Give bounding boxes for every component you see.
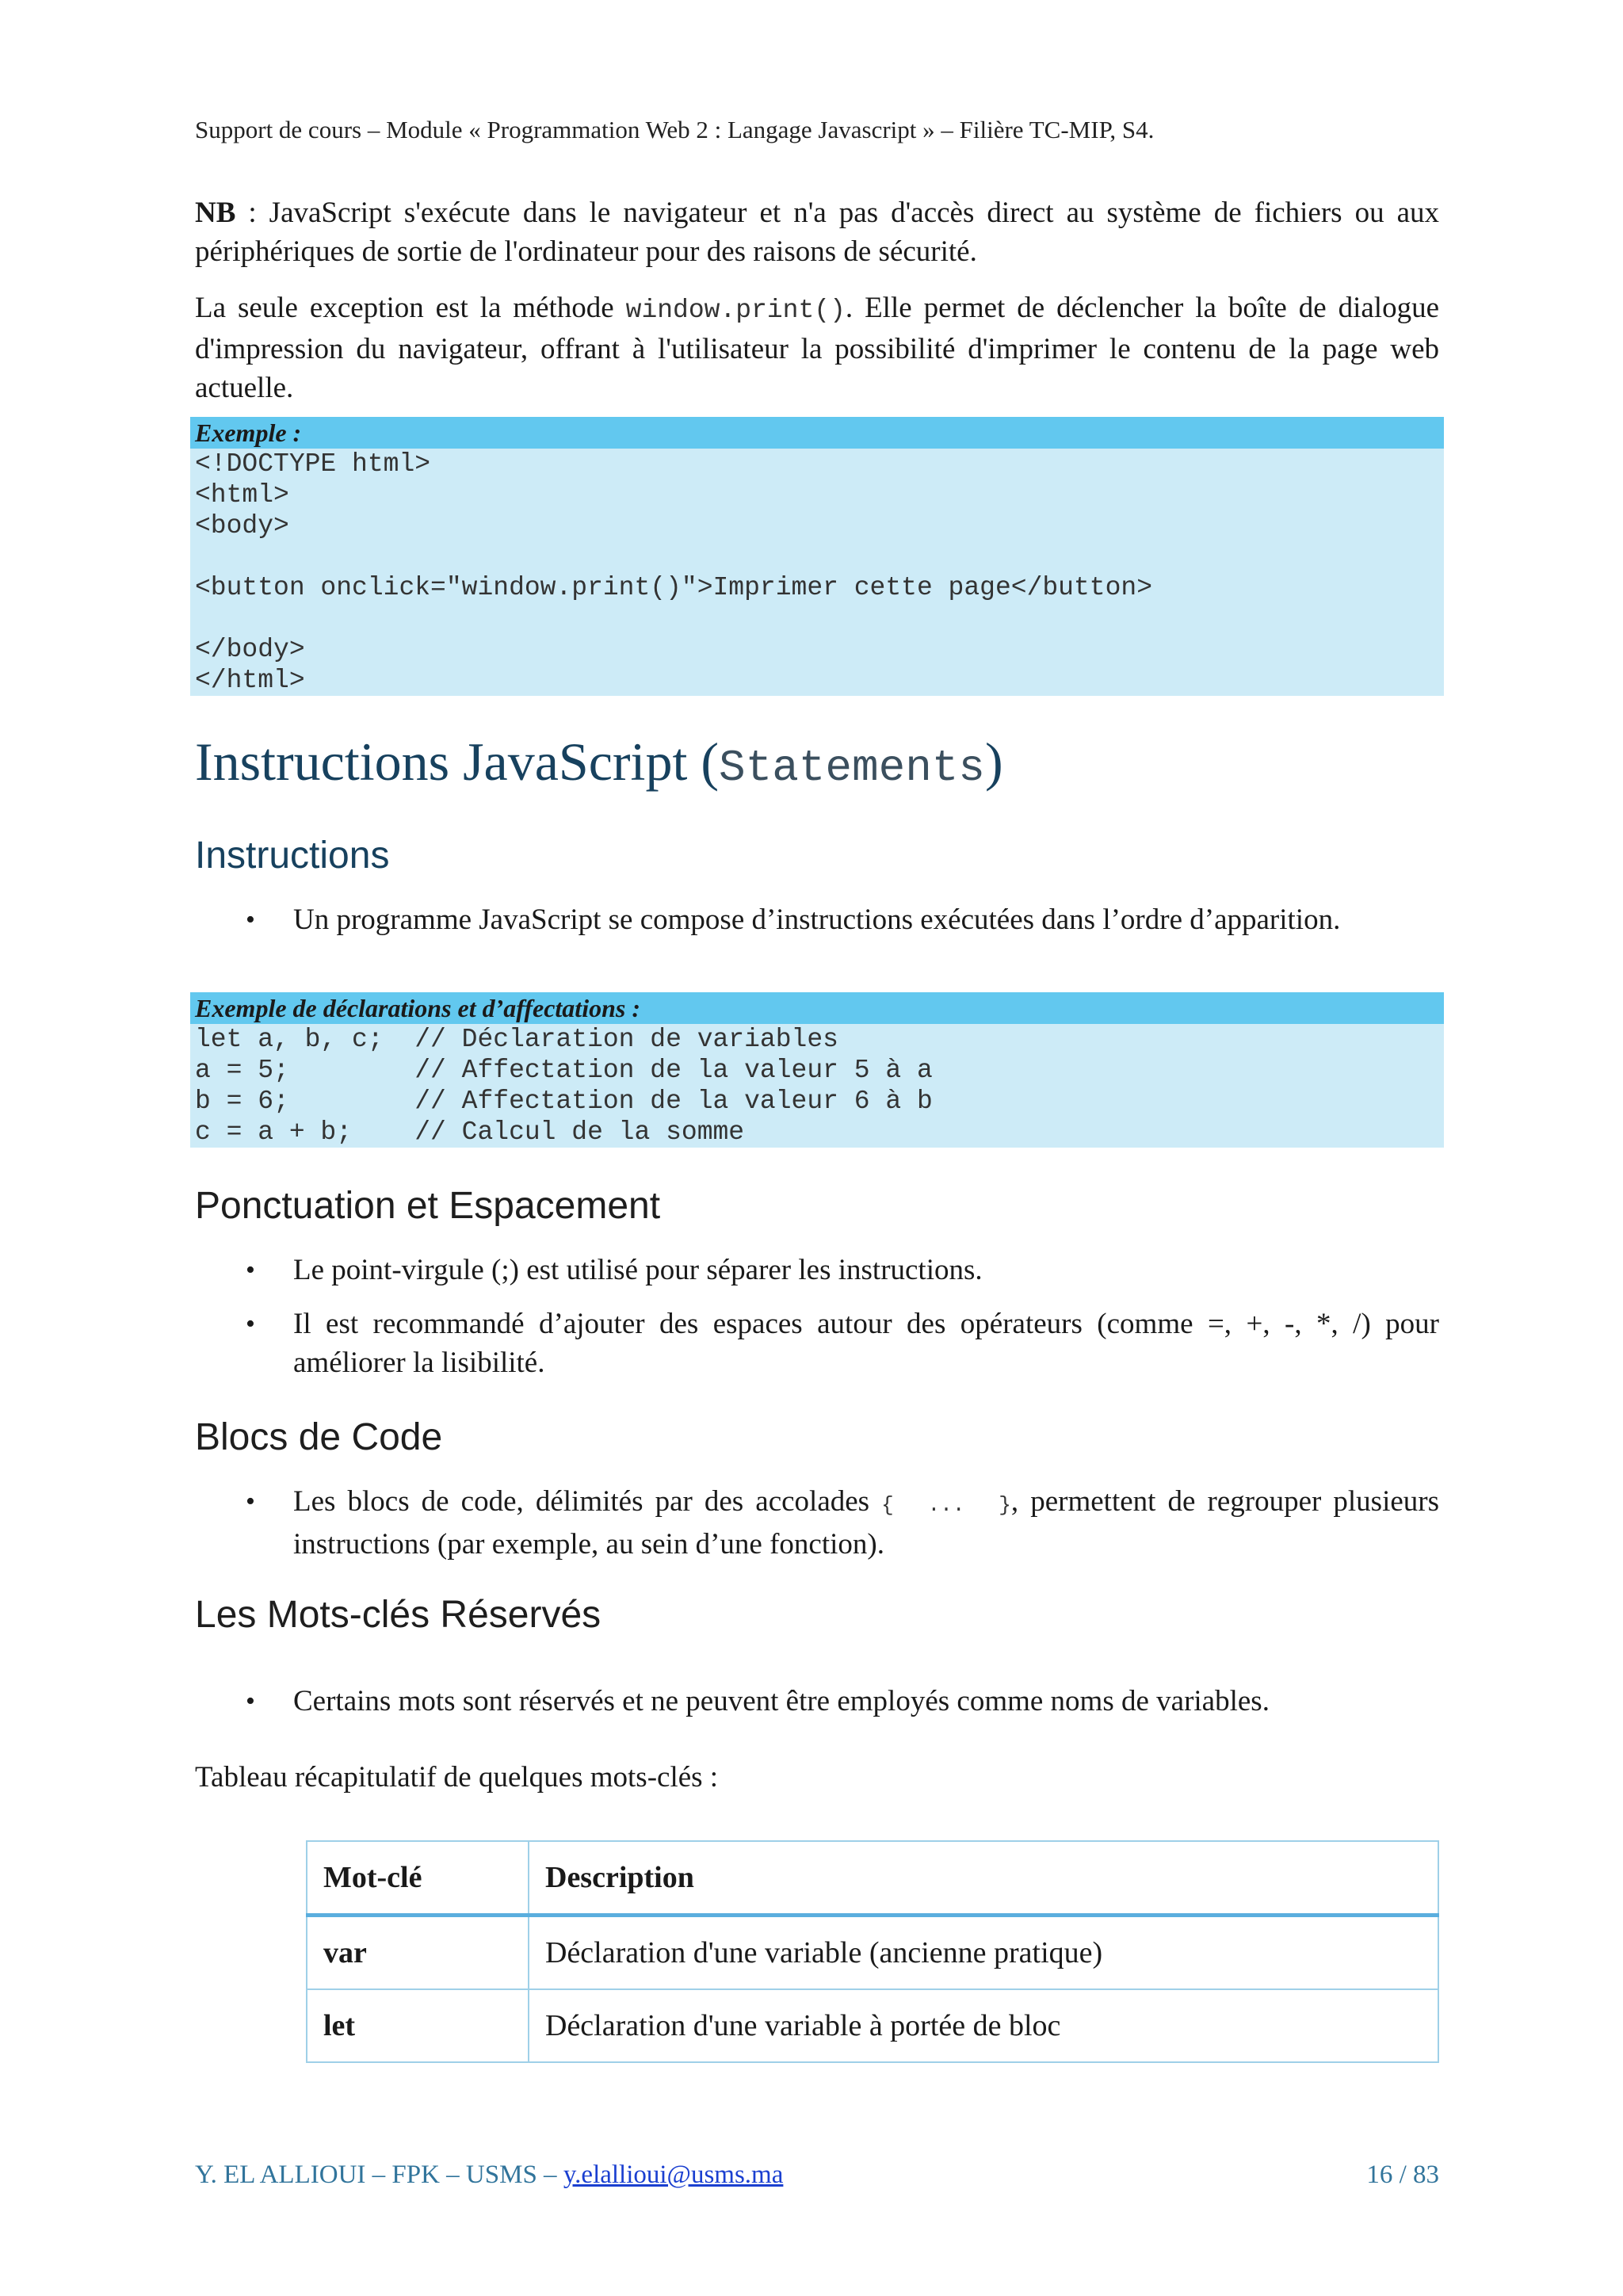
table-header-cell: Mot-clé (307, 1841, 529, 1916)
table-header-cell: Description (529, 1841, 1438, 1916)
nb-text: : JavaScript s'exécute dans le navigateur et n'a pas d'accès direct au système de fichiers ou aux périphériques de sortie de l'ordinateur pour des raisons de sécurité. (195, 197, 1439, 268)
table-header-row (307, 1841, 1438, 1916)
table-row (307, 1916, 1438, 1990)
blocs-list (195, 1482, 1439, 1564)
table-cell-description: Déclaration d'une variable (ancienne pratique) (529, 1916, 1438, 1990)
motscles-list (195, 1682, 1439, 1721)
nb-label: NB (195, 197, 236, 229)
blocs-text-after: , permettent de regrouper plusieurs instructions (par exemple, au sein d’une fonction). (293, 1485, 1439, 1561)
declarations-code-box (190, 992, 1444, 1148)
blocs-code: { ... } (881, 1493, 1011, 1517)
section-title (195, 731, 1439, 793)
instructions-heading: Instructions (195, 835, 390, 877)
page-footer (195, 2160, 1439, 2190)
bullet-dot: • (246, 905, 255, 934)
table-row (307, 1989, 1438, 2062)
declarations-code: let a, b, c; // Déclaration de variables a = 5; // Affectation de la valeur 5 à a b = 6; // Affectation de la valeur 6 à b c = a + b; // Calcul de la somme (195, 1025, 933, 1147)
table-cell-keyword: var (307, 1916, 529, 1990)
nb-paragraph (195, 193, 1439, 271)
section-title-code: Statements (718, 743, 986, 793)
bullet-dot: • (246, 1309, 255, 1339)
list-item-text: Un programme JavaScript se compose d’instructions exécutées dans l’ordre d’apparition. (293, 904, 1341, 936)
list-item-text: Certains mots sont réservés et ne peuvent être employés comme noms de variables. (293, 1685, 1270, 1717)
list-item (195, 1682, 1439, 1721)
bullet-dot: • (246, 1687, 255, 1716)
ponctuation-list (195, 1251, 1439, 1382)
section-title-end: ) (985, 732, 1003, 792)
table-intro: Tableau récapitulatif de quelques mots-clés : (195, 1761, 719, 1794)
list-item (195, 1251, 1439, 1289)
list-item-text: Le point-virgule (;) est utilisé pour séparer les instructions. (293, 1254, 983, 1286)
example-code: <!DOCTYPE html> <html> <body> <button onclick="window.print()">Imprimer cette page</button> </body> </html> (195, 449, 1152, 695)
list-item (195, 1305, 1439, 1382)
blocs-text-before: Les blocs de code, délimités par des accolades (293, 1485, 882, 1518)
example-code-box (190, 417, 1444, 696)
exception-text-after: . Elle permet de déclencher la boîte de dialogue d'impression du navigateur, offrant à l'utilisateur la possibilité d'imprimer le contenu de la page web actuelle. (195, 292, 1439, 404)
declarations-title: Exemple de déclarations et d’affectations : (190, 992, 1444, 1024)
list-item (195, 900, 1439, 939)
exception-paragraph (195, 288, 1439, 407)
example-title: Exemple : (190, 417, 1444, 449)
blocs-heading: Blocs de Code (195, 1416, 443, 1458)
keywords-table-wrapper (306, 1840, 1439, 2063)
footer-author: Y. EL ALLIOUI – FPK – USMS – (195, 2160, 563, 2189)
footer-email-link[interactable]: y.elallioui@usms.ma (563, 2160, 784, 2189)
page-number: 16 / 83 (1366, 2160, 1439, 2189)
instructions-list (195, 900, 1439, 939)
ponctuation-heading: Ponctuation et Espacement (195, 1185, 661, 1227)
bullet-dot: • (246, 1487, 255, 1516)
section-title-text: Instructions JavaScript ( (195, 732, 719, 792)
bullet-dot: • (246, 1255, 255, 1285)
page-header: Support de cours – Module « Programmation Web 2 : Langage Javascript » – Filière TC-MIP, S4. (195, 116, 1155, 143)
list-item (195, 1482, 1439, 1564)
list-item-text: Il est recommandé d’ajouter des espaces autour des opérateurs (comme =, +, -, *, /) pour améliorer la lisibilité. (293, 1308, 1439, 1379)
keywords-table (306, 1840, 1439, 2063)
table-cell-keyword: let (307, 1989, 529, 2062)
table-cell-description: Déclaration d'une variable à portée de bloc (529, 1989, 1438, 2062)
motscles-heading: Les Mots-clés Réservés (195, 1594, 601, 1636)
exception-code: window.print() (625, 296, 846, 325)
exception-text-before: La seule exception est la méthode (195, 292, 626, 324)
